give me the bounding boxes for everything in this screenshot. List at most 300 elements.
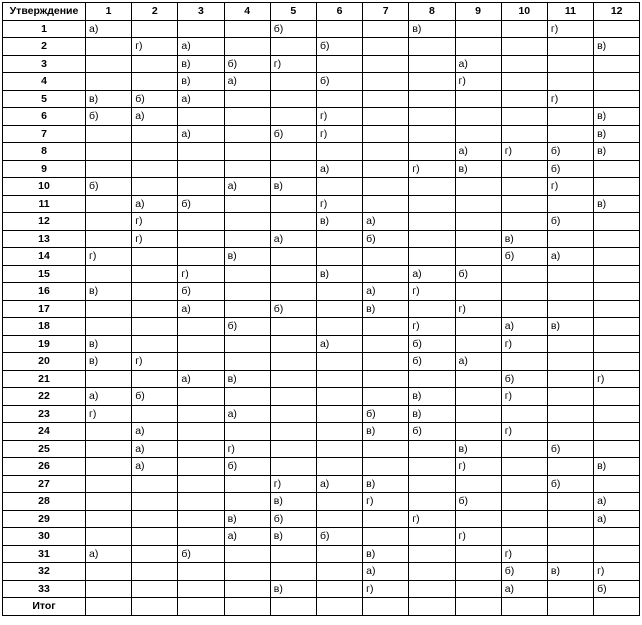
table-cell — [132, 283, 178, 301]
table-cell: б) — [501, 248, 547, 266]
column-header-11: 11 — [547, 3, 593, 21]
table-cell — [178, 493, 224, 511]
table-cell: в) — [363, 300, 409, 318]
table-cell — [132, 73, 178, 91]
table-cell — [363, 143, 409, 161]
table-row — [3, 195, 640, 213]
table-cell — [270, 143, 316, 161]
table-cell — [501, 440, 547, 458]
table-cell — [547, 598, 593, 616]
table-cell: б) — [270, 20, 316, 38]
table-cell — [86, 143, 132, 161]
table-cell — [547, 545, 593, 563]
table-cell — [409, 580, 455, 598]
row-label: 12 — [3, 213, 86, 231]
table-cell — [224, 493, 270, 511]
table-cell: а) — [547, 248, 593, 266]
table-cell — [178, 178, 224, 196]
table-cell — [501, 73, 547, 91]
table-cell — [132, 20, 178, 38]
table-cell — [455, 563, 501, 581]
table-cell — [86, 458, 132, 476]
table-row — [3, 55, 640, 73]
table-cell — [224, 213, 270, 231]
row-label: 16 — [3, 283, 86, 301]
table-cell — [224, 108, 270, 126]
table-cell: в) — [224, 370, 270, 388]
table-cell — [501, 108, 547, 126]
row-label: 27 — [3, 475, 86, 493]
table-cell: г) — [132, 213, 178, 231]
column-header-4: 4 — [224, 3, 270, 21]
table-cell: в) — [409, 20, 455, 38]
table-cell — [594, 73, 640, 91]
table-row — [3, 458, 640, 476]
table-row — [3, 440, 640, 458]
table-cell — [594, 248, 640, 266]
table-cell: б) — [86, 108, 132, 126]
table-cell: г) — [270, 55, 316, 73]
table-cell — [224, 388, 270, 406]
table-cell: в) — [594, 195, 640, 213]
table-cell: а) — [86, 20, 132, 38]
table-cell: в) — [363, 475, 409, 493]
table-cell: г) — [455, 458, 501, 476]
table-cell — [455, 195, 501, 213]
table-row — [3, 38, 640, 56]
table-cell: а) — [224, 73, 270, 91]
table-cell — [409, 195, 455, 213]
table-cell — [363, 458, 409, 476]
table-cell — [224, 143, 270, 161]
table-cell — [178, 160, 224, 178]
table-cell — [455, 405, 501, 423]
table-cell — [132, 55, 178, 73]
table-cell — [455, 475, 501, 493]
table-cell — [547, 265, 593, 283]
row-label: 21 — [3, 370, 86, 388]
table-cell — [224, 20, 270, 38]
table-cell — [501, 283, 547, 301]
table-cell: а) — [86, 545, 132, 563]
table-row — [3, 108, 640, 126]
row-label: Итог — [3, 598, 86, 616]
table-cell — [547, 283, 593, 301]
table-cell — [455, 545, 501, 563]
table-cell — [501, 38, 547, 56]
table-cell — [363, 38, 409, 56]
table-cell — [270, 423, 316, 441]
table-row — [3, 335, 640, 353]
table-cell: в) — [594, 143, 640, 161]
table-cell — [409, 598, 455, 616]
table-cell: в) — [455, 160, 501, 178]
table-cell — [409, 73, 455, 91]
table-cell: в) — [501, 230, 547, 248]
table-cell: б) — [270, 300, 316, 318]
table-cell — [501, 528, 547, 546]
table-cell: в) — [316, 265, 362, 283]
table-cell: г) — [547, 90, 593, 108]
table-row — [3, 528, 640, 546]
table-cell: а) — [455, 55, 501, 73]
table-row — [3, 370, 640, 388]
table-cell — [594, 160, 640, 178]
table-cell — [363, 125, 409, 143]
table-cell — [501, 178, 547, 196]
table-cell — [363, 20, 409, 38]
table-cell — [363, 90, 409, 108]
table-cell — [132, 318, 178, 336]
table-cell: а) — [178, 38, 224, 56]
table-cell — [501, 598, 547, 616]
table-cell — [86, 318, 132, 336]
table-cell — [594, 283, 640, 301]
column-header-2: 2 — [132, 3, 178, 21]
table-cell — [86, 160, 132, 178]
table-cell — [316, 318, 362, 336]
table-cell — [132, 125, 178, 143]
table-cell: б) — [224, 318, 270, 336]
table-row — [3, 248, 640, 266]
table-cell: б) — [409, 423, 455, 441]
row-label: 19 — [3, 335, 86, 353]
table-cell: г) — [594, 563, 640, 581]
table-cell — [547, 423, 593, 441]
table-cell: г) — [409, 510, 455, 528]
table-row — [3, 405, 640, 423]
table-cell — [455, 370, 501, 388]
table-cell — [270, 353, 316, 371]
table-cell: б) — [224, 55, 270, 73]
table-cell — [132, 545, 178, 563]
table-cell — [501, 213, 547, 231]
table-cell — [501, 265, 547, 283]
table-cell: г) — [409, 160, 455, 178]
table-cell — [455, 125, 501, 143]
table-cell — [363, 510, 409, 528]
table-cell — [132, 370, 178, 388]
table-cell: а) — [363, 563, 409, 581]
table-cell — [132, 335, 178, 353]
table-cell — [224, 563, 270, 581]
table-cell — [409, 475, 455, 493]
table-cell — [270, 73, 316, 91]
table-cell — [86, 73, 132, 91]
table-cell — [178, 20, 224, 38]
table-cell — [178, 510, 224, 528]
table-cell: г) — [363, 580, 409, 598]
table-cell: а) — [178, 370, 224, 388]
table-cell: г) — [501, 388, 547, 406]
table-cell — [132, 598, 178, 616]
table-cell — [132, 178, 178, 196]
table-cell: а) — [132, 440, 178, 458]
column-header-1: 1 — [86, 3, 132, 21]
table-cell — [594, 300, 640, 318]
table-cell — [132, 248, 178, 266]
table-body — [3, 20, 640, 615]
table-cell — [178, 440, 224, 458]
table-cell: а) — [178, 125, 224, 143]
table-cell — [409, 493, 455, 511]
table-cell — [409, 108, 455, 126]
table-cell — [86, 423, 132, 441]
table-cell — [594, 353, 640, 371]
table-row — [3, 388, 640, 406]
table-cell: в) — [86, 90, 132, 108]
table-cell — [316, 423, 362, 441]
table-cell — [270, 195, 316, 213]
table-row — [3, 545, 640, 563]
table-cell — [316, 510, 362, 528]
table-cell — [455, 283, 501, 301]
table-cell: б) — [409, 353, 455, 371]
table-cell — [455, 230, 501, 248]
table-cell: г) — [86, 248, 132, 266]
table-cell — [501, 475, 547, 493]
table-cell: а) — [224, 178, 270, 196]
table-cell — [86, 38, 132, 56]
table-cell: б) — [547, 160, 593, 178]
table-cell — [547, 493, 593, 511]
table-cell — [316, 580, 362, 598]
table-cell — [270, 108, 316, 126]
row-label: 26 — [3, 458, 86, 476]
row-label: 33 — [3, 580, 86, 598]
table-cell — [86, 265, 132, 283]
row-label: 11 — [3, 195, 86, 213]
table-cell: а) — [409, 265, 455, 283]
table-cell — [224, 125, 270, 143]
table-cell — [594, 55, 640, 73]
table-cell: г) — [594, 370, 640, 388]
table-cell — [224, 90, 270, 108]
table-cell — [270, 598, 316, 616]
table-cell — [178, 248, 224, 266]
table-cell — [363, 440, 409, 458]
table-cell — [363, 73, 409, 91]
table-cell — [547, 335, 593, 353]
table-cell — [86, 213, 132, 231]
table-cell — [455, 178, 501, 196]
column-header-8: 8 — [409, 3, 455, 21]
row-label: 5 — [3, 90, 86, 108]
table-header-row — [3, 3, 640, 21]
table-cell — [132, 528, 178, 546]
table-cell — [316, 388, 362, 406]
table-cell — [132, 143, 178, 161]
table-cell — [86, 370, 132, 388]
table-row — [3, 580, 640, 598]
table-cell — [409, 38, 455, 56]
table-cell — [594, 213, 640, 231]
table-row — [3, 300, 640, 318]
table-cell — [316, 230, 362, 248]
table-cell — [270, 90, 316, 108]
table-cell — [547, 125, 593, 143]
table-cell: г) — [363, 493, 409, 511]
table-cell: б) — [316, 73, 362, 91]
table-cell — [132, 510, 178, 528]
table-cell — [409, 178, 455, 196]
table-cell — [224, 545, 270, 563]
table-cell — [316, 458, 362, 476]
table-cell — [270, 370, 316, 388]
table-cell — [178, 528, 224, 546]
table-cell — [178, 108, 224, 126]
table-cell — [501, 458, 547, 476]
table-cell: б) — [270, 125, 316, 143]
table-cell: а) — [455, 353, 501, 371]
table-cell: а) — [363, 283, 409, 301]
table-cell: г) — [132, 353, 178, 371]
table-row — [3, 493, 640, 511]
table-cell — [224, 475, 270, 493]
table-cell — [270, 563, 316, 581]
table-cell — [363, 353, 409, 371]
row-label: 14 — [3, 248, 86, 266]
table-cell: а) — [132, 108, 178, 126]
table-cell — [224, 195, 270, 213]
table-cell — [86, 55, 132, 73]
row-label: 2 — [3, 38, 86, 56]
table-cell — [594, 405, 640, 423]
table-row — [3, 265, 640, 283]
column-header-6: 6 — [316, 3, 362, 21]
table-cell — [270, 388, 316, 406]
table-cell — [86, 493, 132, 511]
table-cell — [501, 160, 547, 178]
table-row — [3, 20, 640, 38]
table-cell — [363, 248, 409, 266]
table-cell: б) — [547, 475, 593, 493]
table-cell — [270, 335, 316, 353]
table-cell: б) — [363, 405, 409, 423]
table-cell — [270, 440, 316, 458]
answer-table — [2, 2, 640, 616]
table-cell — [178, 423, 224, 441]
table-cell — [547, 195, 593, 213]
table-cell — [178, 405, 224, 423]
table-cell — [224, 38, 270, 56]
table-cell: г) — [547, 20, 593, 38]
table-cell — [594, 440, 640, 458]
table-cell — [363, 318, 409, 336]
table-cell — [270, 160, 316, 178]
table-cell — [594, 528, 640, 546]
table-cell: а) — [501, 318, 547, 336]
table-cell: б) — [86, 178, 132, 196]
table-cell: б) — [132, 90, 178, 108]
table-cell — [363, 160, 409, 178]
table-cell: а) — [132, 423, 178, 441]
table-row — [3, 283, 640, 301]
table-cell — [178, 563, 224, 581]
table-row — [3, 230, 640, 248]
row-label: 24 — [3, 423, 86, 441]
table-cell — [86, 598, 132, 616]
table-cell: а) — [363, 213, 409, 231]
table-cell — [455, 423, 501, 441]
table-row — [3, 510, 640, 528]
table-row — [3, 160, 640, 178]
table-row — [3, 125, 640, 143]
table-cell: б) — [501, 370, 547, 388]
table-cell: г) — [455, 73, 501, 91]
table-cell: а) — [594, 510, 640, 528]
row-label: 10 — [3, 178, 86, 196]
table-cell — [455, 580, 501, 598]
row-label: 15 — [3, 265, 86, 283]
table-cell — [86, 230, 132, 248]
table-cell — [363, 178, 409, 196]
table-cell — [363, 335, 409, 353]
table-cell — [178, 388, 224, 406]
table-cell: а) — [594, 493, 640, 511]
table-cell — [132, 580, 178, 598]
row-label: 8 — [3, 143, 86, 161]
table-cell: в) — [594, 458, 640, 476]
table-cell — [594, 20, 640, 38]
table-cell: а) — [224, 405, 270, 423]
table-cell — [86, 125, 132, 143]
row-label: 18 — [3, 318, 86, 336]
table-cell: б) — [455, 265, 501, 283]
table-cell — [547, 108, 593, 126]
table-cell: б) — [178, 283, 224, 301]
table-cell — [224, 353, 270, 371]
row-label: 17 — [3, 300, 86, 318]
table-row — [3, 90, 640, 108]
table-row — [3, 423, 640, 441]
table-cell — [224, 300, 270, 318]
table-cell — [224, 160, 270, 178]
table-cell — [270, 545, 316, 563]
table-row — [3, 143, 640, 161]
table-cell: в) — [316, 213, 362, 231]
table-cell — [316, 598, 362, 616]
table-cell — [501, 195, 547, 213]
row-label: 29 — [3, 510, 86, 528]
table-cell — [224, 335, 270, 353]
table-cell — [86, 563, 132, 581]
table-cell — [178, 143, 224, 161]
row-label: 23 — [3, 405, 86, 423]
table-cell — [594, 318, 640, 336]
table-cell — [455, 388, 501, 406]
table-cell — [455, 318, 501, 336]
table-cell — [132, 300, 178, 318]
table-cell — [270, 265, 316, 283]
row-label: 32 — [3, 563, 86, 581]
table-cell: а) — [316, 335, 362, 353]
table-cell: б) — [132, 388, 178, 406]
column-header-5: 5 — [270, 3, 316, 21]
table-cell: б) — [316, 38, 362, 56]
table-cell: б) — [409, 335, 455, 353]
table-cell — [363, 195, 409, 213]
row-label: 9 — [3, 160, 86, 178]
row-label: 22 — [3, 388, 86, 406]
table-cell: а) — [132, 458, 178, 476]
table-cell — [178, 213, 224, 231]
table-cell — [178, 580, 224, 598]
table-cell — [409, 458, 455, 476]
table-cell: а) — [132, 195, 178, 213]
table-cell: в) — [594, 38, 640, 56]
table-cell: г) — [501, 335, 547, 353]
